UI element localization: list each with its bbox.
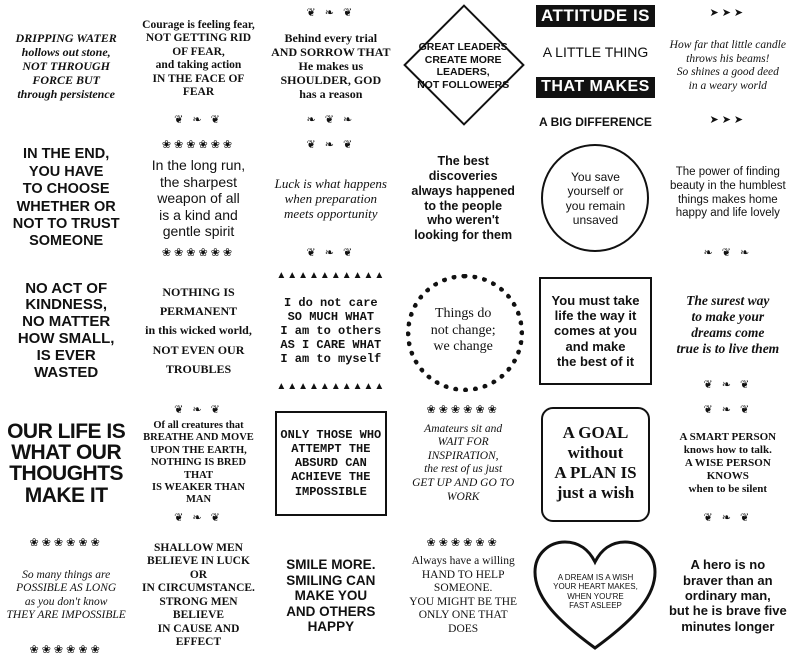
quote-tile-28 <box>397 530 529 662</box>
quote-tile-21 <box>265 397 397 529</box>
quote-tile-26 <box>132 530 264 662</box>
quote-text: I do not care SO MUCH WHAT I am to others AS I CARE WHAT I am to myself <box>280 295 382 367</box>
leaf-ornament: ❧ ❦ ❧ <box>703 246 753 259</box>
triangle-ornament: ▲▲▲▲▲▲▲▲▲▲ <box>276 381 386 393</box>
quote-text: Luck is what happens when preparation meets opportunity <box>274 175 387 222</box>
quote-tile-6 <box>662 0 794 132</box>
quote-tile-27 <box>265 530 397 662</box>
quote-text: DRIPPING WATER hollows out stone, NOT THROUGH FORCE BUT through persistence <box>15 30 117 102</box>
quote-text: Courage is feeling fear, NOT GETTING RID OF FEAR, and taking action IN THE FACE OF FEAR <box>142 18 255 99</box>
leaf-ornament: ❀❀❀❀❀❀ <box>426 404 500 417</box>
leaf-ornament: ❀❀❀❀❀❀ <box>426 536 500 549</box>
quote-text: How far that little candle throws his beams! So shines a good deed in a weary world <box>669 39 786 92</box>
leaf-ornament: ❀❀❀❀❀❀ <box>161 246 236 259</box>
quote-text: SMILE MORE. SMILING CAN MAKE YOU AND OTHERS HAPPY <box>286 557 376 635</box>
leaf-branch-ornament: ❧ ❦ ❧ <box>306 114 356 127</box>
quote-text: Behind every trial AND SORROW THAT He makes us SHOULDER, GOD has a reason <box>271 30 391 102</box>
triangle-ornament: ▲▲▲▲▲▲▲▲▲▲ <box>276 269 386 281</box>
quote-tile-1 <box>0 0 132 132</box>
quote-text: The best discoveries always happened to the people who weren't looking for them <box>411 154 515 243</box>
quote-tile-9 <box>265 132 397 264</box>
quote-tile-8 <box>132 132 264 264</box>
quote-text: A DREAM IS A WISH YOUR HEART MAKES, WHEN YOU'RE FAST ASLEEP <box>553 572 638 611</box>
quote-text: NOTHING IS PERMANENT in this wicked world, NOT EVEN OUR TROUBLES <box>145 285 252 376</box>
quote-tile-19 <box>0 397 132 529</box>
quote-tile-25 <box>0 530 132 662</box>
quote-tile-17 <box>529 265 661 397</box>
quote-text-block <box>536 0 655 132</box>
quote-tile-18 <box>662 265 794 397</box>
quote-text: GREAT LEADERS CREATE MORE LEADERS, NOT FOLLOWERS <box>417 41 510 91</box>
leaf-branch-ornament: ❦ ❧ ❦ <box>703 511 753 524</box>
quote-tile-16 <box>397 265 529 397</box>
quote-tile-23 <box>529 397 661 529</box>
quote-text: A SMART PERSON knows how to talk. A WISE PERSON KNOWS when to be silent <box>679 430 777 495</box>
quote-text: A GOAL without A PLAN IS just a wish <box>554 423 637 503</box>
quote-text: Of all creatures that BREATHE AND MOVE UPON THE EARTH, NOTHING IS BRED THAT IS WEAKER THAN MAN <box>143 420 254 506</box>
quote-tile-7 <box>0 132 132 264</box>
quote-text: So many things are POSSIBLE AS LONG as you don't know THEY ARE IMPOSSIBLE <box>6 568 126 622</box>
quote-text: You must take life the way it comes at you and make the best of it <box>551 292 640 369</box>
leaf-branch-ornament: ❦ ❧ ❦ <box>174 114 223 127</box>
quote-text: ONLY THOSE WHO ATTEMPT THE ABSURD CAN ACHIEVE THE IMPOSSIBLE <box>280 428 382 499</box>
quote-tile-15 <box>265 265 397 397</box>
leaf-branch-ornament: ❦ ❧ ❦ <box>306 7 356 19</box>
quote-tile-4 <box>397 0 529 132</box>
leaf-ornament: ❀❀❀❀❀❀ <box>29 643 103 656</box>
quote-text: IN THE END, YOU HAVE TO CHOOSE WHETHER OR NOT TO TRUST SOMEONE <box>12 146 120 250</box>
quote-text: Always have a willing HAND TO HELP SOMEONE. YOU MIGHT BE THE ONLY ONE THAT DOES <box>409 555 518 635</box>
quote-line: A BIG DIFFERENCE <box>539 114 652 129</box>
arrow-ornament: ➤➤➤ <box>709 7 747 19</box>
leaf-ornament: ❀❀❀❀❀❀ <box>29 536 103 549</box>
quote-tile-10 <box>397 132 529 264</box>
leaf-branch-ornament: ❦ ❧ ❦ <box>174 404 223 417</box>
leaf-branch-ornament: ❦ ❧ ❦ <box>174 511 223 524</box>
quote-tile-5 <box>529 0 661 132</box>
quote-tile-3 <box>265 0 397 132</box>
quote-tile-14 <box>132 265 264 397</box>
quote-text: NO ACT OF KINDNESS, NO MATTER HOW SMALL, IS EVER WASTED <box>17 279 115 381</box>
quote-text: The surest way to make your dreams come true is to live them <box>676 293 780 356</box>
quote-tile-20 <box>132 397 264 529</box>
quote-text: SHALLOW MEN BELIEVE IN LUCK OR IN CIRCUMSTANCE. STRONG MEN BELIEVE IN CAUSE AND EFFECT <box>142 541 255 649</box>
quote-line: A LITTLE THING <box>542 44 649 61</box>
quote-text: In the long run, the sharpest weapon of all is a kind and gentle spirit <box>151 157 246 240</box>
quote-tile-30 <box>662 530 794 662</box>
leaf-branch-ornament: ❦ ❧ ❦ <box>306 139 356 152</box>
quote-tile-11 <box>529 132 661 264</box>
quote-line: ATTITUDE IS <box>536 5 655 27</box>
quote-line: THAT MAKES <box>536 77 655 98</box>
quote-tile-29 <box>529 530 661 662</box>
quote-text: OUR LIFE IS WHAT OUR THOUGHTS MAKE IT <box>7 419 126 507</box>
leaf-branch-ornament: ❦ ❧ ❦ <box>703 379 753 392</box>
arrow-ornament: ➤➤➤ <box>709 114 747 127</box>
quote-tile-13 <box>0 265 132 397</box>
quote-text: A hero is no braver than an ordinary man, but he is brave five minutes longer <box>668 557 787 634</box>
quote-tile-12 <box>662 132 794 264</box>
leaf-branch-ornament: ❦ ❧ ❦ <box>306 246 356 259</box>
quote-tile-22 <box>397 397 529 529</box>
leaf-ornament: ❀❀❀❀❀❀ <box>161 139 236 152</box>
quote-tile-2 <box>132 0 264 132</box>
quote-tile-24 <box>662 397 794 529</box>
quote-text: Amateurs sit and WAIT FOR INSPIRATION, the rest of us just GET UP AND GO TO WORK <box>412 422 515 503</box>
quote-text: The power of finding beauty in the humblest things makes home happy and life lovely <box>669 166 786 220</box>
leaf-branch-ornament: ❦ ❧ ❦ <box>703 404 753 417</box>
quote-text: Things do not change; we change <box>430 306 496 355</box>
quote-text: You save yourself or you remain unsaved <box>565 170 626 227</box>
